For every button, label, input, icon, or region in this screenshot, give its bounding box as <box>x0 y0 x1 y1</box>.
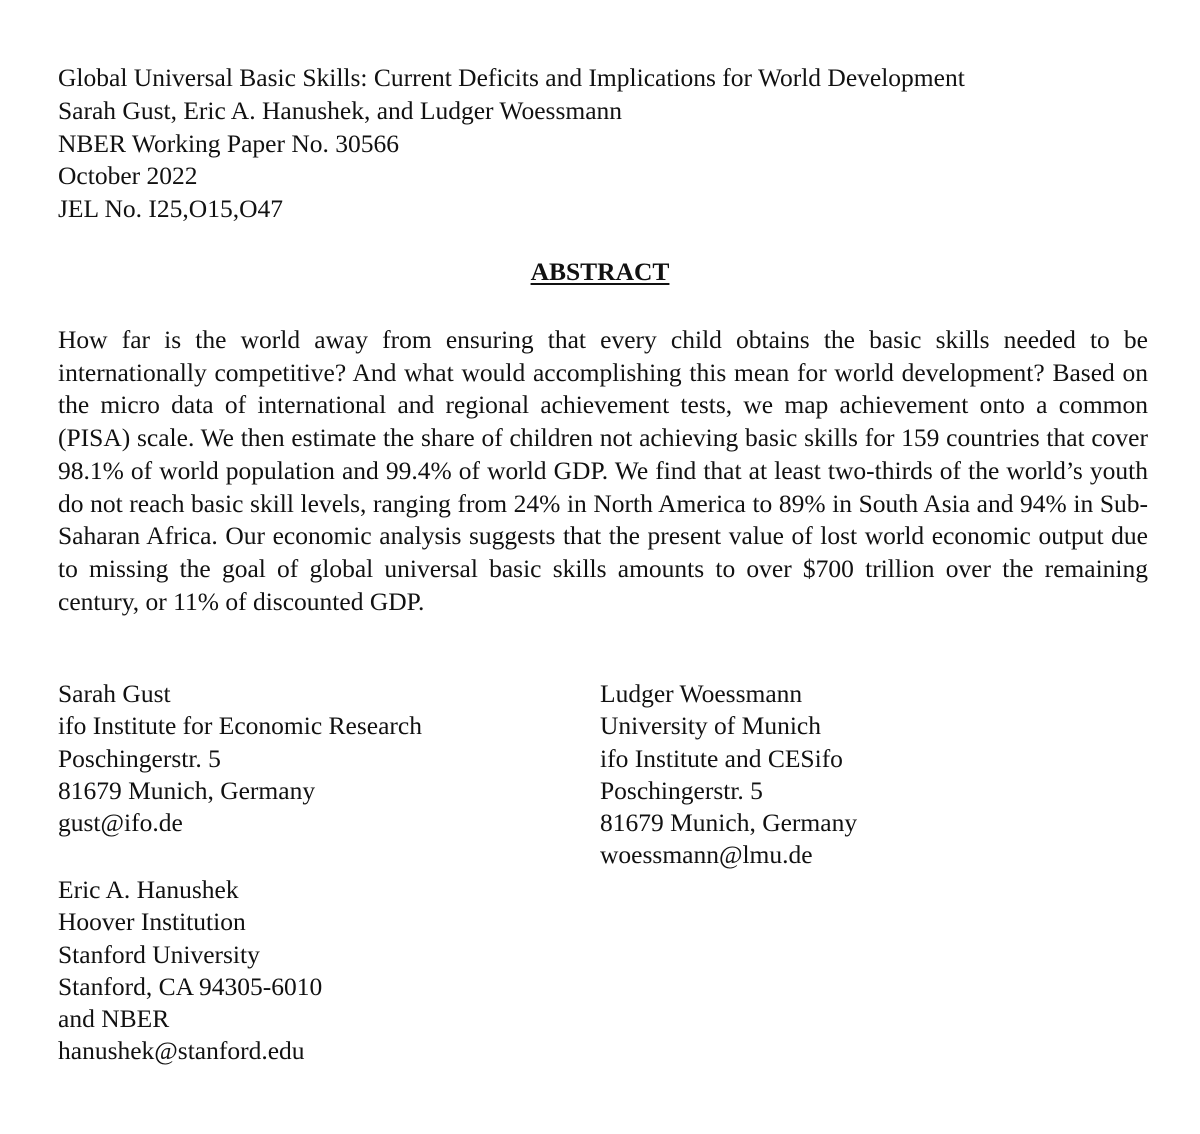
author-email: woessmann@lmu.de <box>600 840 813 870</box>
author-university: University of Munich <box>600 711 821 741</box>
author-city: Stanford, CA 94305-6010 <box>58 971 323 1001</box>
author-street: Poschingerstr. 5 <box>600 775 763 805</box>
author-email: hanushek@stanford.edu <box>58 1036 305 1066</box>
author-name: Sarah Gust <box>58 679 171 708</box>
abstract-text: How far is the world away from ensuring that every child obtains the basic skills needed to be internationally competitive? And what would accomplishing this mean for world development? Based on the micro data of international and regional achievement tests, we map achievement onto a common (PISA) scale. We then estimate the share of children not achieving basic skills for 159 countries that cover 98.1% of world population and 99.4% of world GDP. We find that at least two-thirds of the world’s youth do not reach basic skill levels, ranging from 24% in North America to 89% in South Asia and 94% in Sub-Saharan Africa. Our economic analysis suggests that the present value of lost world economic output due to missing the goal of global universal basic skills amounts to over $700 trillion over the remaining century, or 11% of discounted GDP. <box>58 325 1148 616</box>
author-email: gust@ifo.de <box>58 808 183 838</box>
abstract-heading: ABSTRACT <box>530 257 670 286</box>
author-address-hanushek <box>58 874 322 1068</box>
paper-authors: Sarah Gust, Eric A. Hanushek, and Ludger Woessmann <box>58 95 623 125</box>
author-address-woessmann <box>600 678 857 872</box>
author-affiliation: Hoover Institution <box>58 907 246 937</box>
author-affiliation: ifo Institute and CESifo <box>600 743 843 773</box>
paper-title: Global Universal Basic Skills: Current Deficits and Implications for World Development <box>58 63 965 92</box>
author-city: 81679 Munich, Germany <box>58 775 316 805</box>
working-paper-number: NBER Working Paper No. 30566 <box>58 128 400 158</box>
author-street: Poschingerstr. 5 <box>58 743 221 773</box>
paper-date: October 2022 <box>58 161 198 191</box>
jel-codes: JEL No. I25,O15,O47 <box>58 194 283 224</box>
author-affiliation-extra: and NBER <box>58 1004 170 1034</box>
author-university: Stanford University <box>58 939 260 969</box>
author-address-gust <box>58 678 422 839</box>
author-name: Eric A. Hanushek <box>58 875 239 904</box>
author-city: 81679 Munich, Germany <box>600 808 858 838</box>
author-name: Ludger Woessmann <box>600 679 803 708</box>
paper-header <box>58 62 965 226</box>
author-affiliation: ifo Institute for Economic Research <box>58 711 422 741</box>
